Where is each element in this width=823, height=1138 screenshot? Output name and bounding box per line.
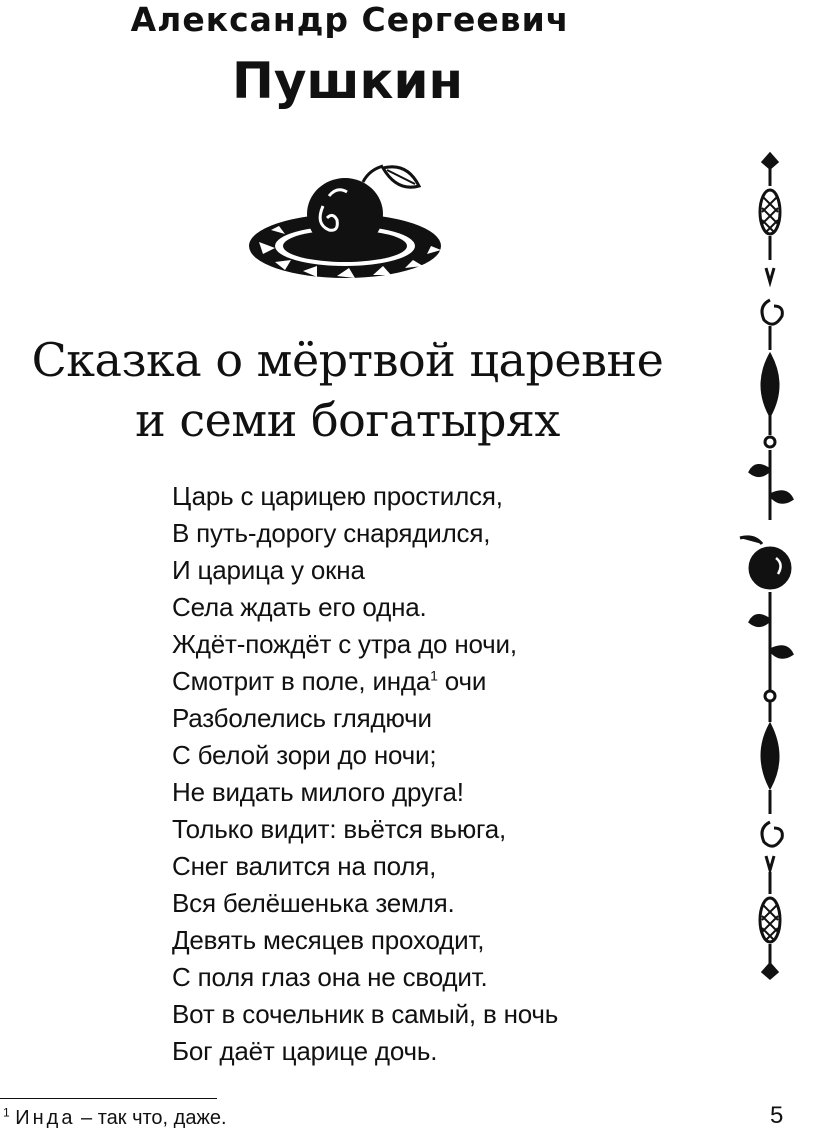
poem-line-tail: очи bbox=[444, 666, 487, 696]
poem-stanza bbox=[172, 478, 558, 1070]
footnote-number: 1 bbox=[3, 1105, 10, 1120]
poem-line: Не видать милого друга! bbox=[172, 777, 464, 807]
footnote-term: Инда bbox=[15, 1107, 76, 1129]
fairy-tale-title bbox=[0, 330, 695, 450]
poem-line: Только видит: вьётся вьюга, bbox=[172, 814, 506, 844]
footnote-definition: – так что, даже. bbox=[75, 1107, 227, 1129]
poem-line-text: Смотрит в поле, инда bbox=[172, 666, 431, 696]
title-line-1: Сказка о мёртвой царевне bbox=[31, 333, 664, 387]
page-number: 5 bbox=[770, 1102, 784, 1129]
poem-line: И царица у окна bbox=[172, 555, 365, 585]
poem-line: Царь с царицею простился, bbox=[172, 481, 503, 511]
poem-line bbox=[172, 663, 558, 700]
footnote bbox=[3, 1107, 227, 1130]
apple-illustration-icon bbox=[245, 156, 455, 286]
poem-line: Ждёт-пождёт с утра до ночи, bbox=[172, 629, 517, 659]
author-first-name: Александр Сергеевич bbox=[130, 0, 570, 39]
title-line-2: и семи богатырях bbox=[135, 393, 560, 447]
poem-line: Вся белёшенька земля. bbox=[172, 888, 455, 918]
poem-line: В путь-дорогу снарядился, bbox=[172, 518, 491, 548]
folk-ornament-border-icon bbox=[730, 150, 810, 1000]
poem-line: Снег валится на поля, bbox=[172, 851, 437, 881]
poem-line: Бог даёт царице дочь. bbox=[172, 1036, 438, 1066]
footnote-divider bbox=[0, 1098, 217, 1099]
poem-line: Девять месяцев проходит, bbox=[172, 925, 485, 955]
footnote-reference[interactable]: 1 bbox=[430, 667, 438, 684]
author-last-name: Пушкин bbox=[231, 52, 464, 110]
poem-line: Села ждать его одна. bbox=[172, 592, 427, 622]
poem-line: С поля глаз она не сводит. bbox=[172, 962, 488, 992]
poem-line: Разболелись глядючи bbox=[172, 703, 432, 733]
poem-line: Вот в сочельник в самый, в ночь bbox=[172, 999, 559, 1029]
poem-line: С белой зори до ночи; bbox=[172, 740, 437, 770]
